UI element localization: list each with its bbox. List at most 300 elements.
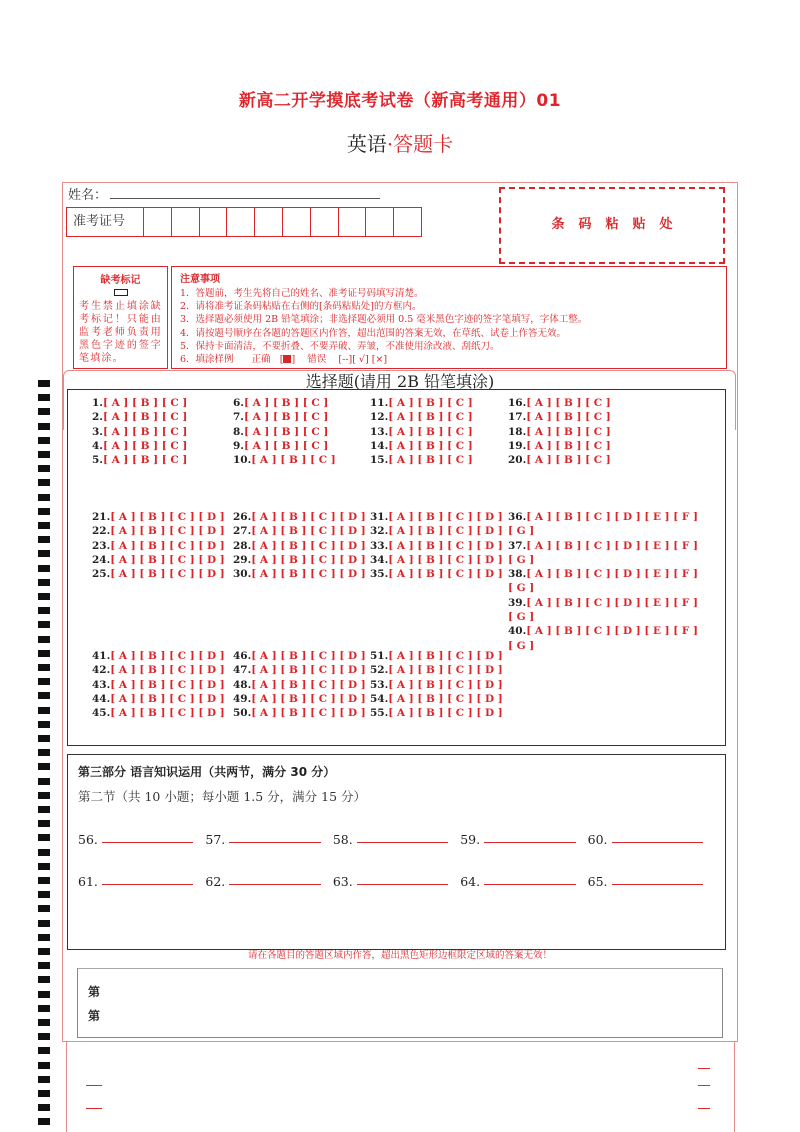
writing-line-mark <box>698 1108 710 1109</box>
timing-mark <box>38 834 50 841</box>
question-number: 17. <box>508 411 527 424</box>
timing-mark <box>38 522 50 529</box>
question-number: 36. <box>508 511 527 523</box>
barcode-area <box>499 187 725 264</box>
answer-options[interactable]: [ A ] [ B ] [ C ] [ D ] [ E ] [ F ] [ G ] <box>508 596 698 624</box>
answer-options[interactable]: [ A ] [ B ] [ C ] [ D ] <box>388 553 503 566</box>
mc-question-row[interactable] <box>92 425 187 439</box>
part3-title: 第三部分 语言知识运用（共两节，满分 30 分） <box>78 765 336 779</box>
mc-question-row[interactable] <box>233 425 336 439</box>
timing-mark <box>38 749 50 756</box>
timing-mark <box>38 508 50 515</box>
question-number: 48. <box>233 678 252 691</box>
exam-title: 新高二开学摸底考试卷（新高考通用）01 <box>238 91 562 111</box>
mc-question-row[interactable] <box>233 439 336 453</box>
mc-column <box>508 510 703 653</box>
mc-question-row[interactable] <box>92 439 187 453</box>
timing-mark <box>38 763 50 770</box>
timing-mark <box>38 778 50 785</box>
name-field[interactable] <box>110 198 380 199</box>
timing-mark <box>38 678 50 685</box>
answer-options[interactable]: [ A ] [ B ] [ C ] [ D ] <box>388 678 503 691</box>
part4-heading: 第 <box>88 985 101 999</box>
mc-question-row[interactable] <box>92 453 187 467</box>
mc-column <box>92 510 225 581</box>
question-number: 50. <box>233 707 252 720</box>
answer-options[interactable]: [ A ] [ B ] [ C ] [ D ] <box>251 511 366 523</box>
mc-question-row[interactable] <box>508 624 703 653</box>
timing-marks-strip <box>38 380 50 1132</box>
question-number: 34. <box>370 553 389 566</box>
question-number: 45. <box>92 707 111 720</box>
timing-mark <box>38 550 50 557</box>
timing-mark <box>38 664 50 671</box>
answer-options[interactable]: [ A ] [ B ] [ C ] <box>526 439 611 452</box>
answer-options[interactable]: [ A ] [ B ] [ C ] [ D ] <box>251 707 366 720</box>
question-number: 33. <box>370 539 389 552</box>
timing-mark <box>38 948 50 955</box>
mc-question-row[interactable] <box>233 396 336 410</box>
timing-mark <box>38 820 50 827</box>
answer-options[interactable]: [ A ] [ B ] [ C ] <box>102 397 188 409</box>
blank-line[interactable] <box>612 842 704 843</box>
timing-mark <box>38 465 50 472</box>
timing-mark <box>38 991 50 998</box>
card-label: ·答题卡 <box>386 132 454 156</box>
mc-question-row[interactable] <box>370 706 503 720</box>
timing-mark <box>38 1062 50 1069</box>
mc-question-row[interactable] <box>370 425 473 439</box>
timing-mark <box>38 792 50 799</box>
mc-question-row[interactable] <box>370 453 473 467</box>
timing-mark <box>38 408 50 415</box>
question-number: 32. <box>370 525 389 538</box>
blank-line[interactable] <box>102 842 194 843</box>
mc-question-row[interactable] <box>508 567 703 596</box>
timing-mark <box>38 621 50 628</box>
blank-row <box>78 867 715 889</box>
timing-mark <box>38 1076 50 1083</box>
note-item: 5．保持卡面清洁，不要折叠、不要弄破、弄皱，不准使用涂改液、刮纸刀。 <box>180 340 500 352</box>
question-number: 15. <box>370 454 389 467</box>
mc-question-row[interactable] <box>508 439 611 453</box>
answer-options[interactable]: [ A ] [ B ] [ C ] <box>243 397 329 409</box>
mc-question-row[interactable] <box>370 663 503 677</box>
blank-item[interactable] <box>78 825 205 847</box>
note-item: 4．请按题号顺序在各题的答题区内作答，超出范围的答案无效，在草纸、试卷上作答无效。 <box>180 327 567 339</box>
timing-mark <box>38 863 50 870</box>
exam-id-field[interactable] <box>66 207 422 237</box>
blank-item[interactable] <box>78 867 205 889</box>
blank-line[interactable] <box>484 884 576 885</box>
blank-number: 57. <box>205 832 226 847</box>
timing-mark <box>38 1090 50 1097</box>
timing-mark <box>38 451 50 458</box>
mc-question-row[interactable] <box>92 510 225 524</box>
fill-sample-label: 6．填涂样例 <box>180 354 234 366</box>
answer-options[interactable]: [ A ] [ B ] [ C ] [ D ] [ E ] [ F ] [ G ] <box>508 568 698 595</box>
timing-mark <box>38 1033 50 1040</box>
mc-question-row[interactable] <box>92 553 225 567</box>
answer-options[interactable]: [ A ] [ B ] [ C ] [ D ] <box>110 707 225 720</box>
mc-column <box>92 649 225 720</box>
answer-options[interactable]: [ A ] [ B ] [ C ] [ D ] <box>110 650 225 662</box>
blank-number: 63. <box>332 874 353 889</box>
blank-line[interactable] <box>102 884 194 885</box>
mc-question-row[interactable] <box>370 410 473 424</box>
note-item: 2．请将准考证条码粘贴在右侧的[条码粘贴处]的方框内。 <box>180 301 422 313</box>
question-number: 53. <box>370 678 389 691</box>
timing-mark <box>38 891 50 898</box>
answer-options[interactable]: [ A ] [ B ] [ C ] [ D ] [ E ] [ F ] [ G ] <box>508 511 698 538</box>
writing-line-mark <box>698 1085 710 1086</box>
timing-mark <box>38 593 50 600</box>
timing-mark <box>38 934 50 941</box>
mc-question-row[interactable] <box>233 539 366 553</box>
writing-line-mark <box>86 1108 102 1109</box>
mc-question-row[interactable] <box>233 553 366 567</box>
answer-options[interactable]: [ A ] [ B ] [ C ] [ D ] <box>110 692 225 705</box>
question-number: 25. <box>92 568 111 581</box>
absent-mark-box <box>73 266 168 369</box>
blank-item[interactable] <box>588 825 715 847</box>
question-number: 46. <box>233 650 252 662</box>
name-label: 姓名： <box>68 188 108 203</box>
mc-question-row[interactable] <box>508 596 703 625</box>
answer-card-title <box>0 128 800 157</box>
question-number: 27. <box>233 525 252 538</box>
mc-column <box>233 649 366 720</box>
blank-line[interactable] <box>357 884 449 885</box>
writing-area-left-edge <box>66 1042 67 1132</box>
mc-question-row[interactable] <box>370 649 503 663</box>
mc-question-row[interactable] <box>508 539 703 568</box>
question-number: 10. <box>233 454 252 467</box>
mc-column <box>370 396 473 467</box>
answer-area-warning: 请在各题目的答题区域内作答，超出黑色矩形边框限定区域的答案无效！ <box>247 950 552 961</box>
question-number: 1. <box>92 397 103 409</box>
blank-item[interactable] <box>205 825 332 847</box>
question-number: 29. <box>233 553 252 566</box>
mc-question-row[interactable] <box>370 553 503 567</box>
answer-options[interactable]: [ A ] [ B ] [ C ] [ D ] <box>110 568 225 581</box>
mc-column <box>92 396 187 467</box>
answer-options[interactable]: [ A ] [ B ] [ C ] [ D ] <box>388 539 503 552</box>
question-number: 16. <box>508 397 527 409</box>
mc-question-row[interactable] <box>508 410 611 424</box>
timing-mark <box>38 536 50 543</box>
mc-question-row[interactable] <box>92 524 225 538</box>
blank-item[interactable] <box>460 825 587 847</box>
mc-column <box>370 649 503 720</box>
blank-item[interactable] <box>588 867 715 889</box>
question-number: 5. <box>92 454 103 467</box>
filled-square-icon <box>283 355 291 363</box>
question-number: 11. <box>370 397 389 409</box>
question-number: 41. <box>92 650 111 662</box>
question-number: 26. <box>233 511 252 523</box>
mc-column <box>508 396 611 467</box>
mc-column <box>233 510 366 581</box>
timing-mark <box>38 920 50 927</box>
timing-mark <box>38 976 50 983</box>
mc-question-row[interactable] <box>370 396 473 410</box>
blank-number: 58. <box>332 832 353 847</box>
mc-question-row[interactable] <box>233 706 366 720</box>
timing-mark <box>38 735 50 742</box>
answer-options[interactable]: [ A ] [ B ] [ C ] [ D ] <box>251 539 366 552</box>
timing-mark <box>38 579 50 586</box>
mc-question-row[interactable] <box>508 453 611 467</box>
question-number: 23. <box>92 539 111 552</box>
writing-area-right-edge <box>734 1042 735 1132</box>
answer-options[interactable]: [ A ] [ B ] [ C ] [ D ] <box>110 553 225 566</box>
mc-question-row[interactable] <box>508 510 703 539</box>
note-item: 1．答题前，考生先将自己的姓名、准考证号码填写清楚。 <box>180 288 424 299</box>
timing-mark <box>38 650 50 657</box>
mc-question-row[interactable] <box>370 439 473 453</box>
answer-options[interactable]: [ A ] [ B ] [ C ] [ D ] <box>251 568 366 581</box>
question-number: 8. <box>233 425 244 438</box>
answer-options[interactable]: [ A ] [ B ] [ C ] <box>526 397 611 409</box>
answer-options[interactable]: [ A ] [ B ] [ C ] <box>388 411 473 424</box>
question-number: 38. <box>508 568 527 581</box>
mc-question-row[interactable] <box>92 396 187 410</box>
mc-question-row[interactable] <box>92 410 187 424</box>
timing-mark <box>38 1118 50 1125</box>
question-number: 13. <box>370 425 389 438</box>
blank-line[interactable] <box>484 842 576 843</box>
question-number: 49. <box>233 692 252 705</box>
question-number: 14. <box>370 439 389 452</box>
question-number: 20. <box>508 454 527 467</box>
timing-mark <box>38 437 50 444</box>
answer-options[interactable]: [ A ] [ B ] [ C ] [ D ] <box>251 553 366 566</box>
blank-row <box>78 825 715 847</box>
timing-mark <box>38 636 50 643</box>
mc-column <box>233 396 336 467</box>
fill-sample: 6．填涂样例 正确 [ ] 错误 [--][ √] [×] <box>180 354 388 366</box>
timing-mark <box>38 607 50 614</box>
blank-number: 61. <box>78 874 98 889</box>
note-item: 3．选择题必须使用 2B 铅笔填涂；非选择题必须用 0.5 毫米黑色字迹的签字笔填写，字体工整。 <box>180 314 588 326</box>
blank-line[interactable] <box>357 842 449 843</box>
question-number: 31. <box>370 511 389 523</box>
timing-mark <box>38 721 50 728</box>
blank-item[interactable] <box>333 867 460 889</box>
blank-number: 62. <box>205 874 226 889</box>
timing-mark <box>38 849 50 856</box>
absent-mark-text: 考生禁止填涂缺考标记！只能由监考老师负责用黑色字迹的签字笔填涂。 <box>79 301 162 364</box>
mc-question-row[interactable] <box>370 510 503 524</box>
part4-subheading: 第 <box>88 1009 101 1023</box>
timing-mark <box>38 394 50 401</box>
question-number: 35. <box>370 568 389 581</box>
timing-mark <box>38 565 50 572</box>
mc-question-row[interactable] <box>508 396 611 410</box>
blank-item[interactable] <box>205 867 332 889</box>
question-number: 55. <box>370 707 389 720</box>
mc-question-row[interactable] <box>233 567 366 581</box>
absent-mark-checkbox[interactable] <box>114 289 128 296</box>
answer-options[interactable]: [ A ] [ B ] [ C ] [ D ] <box>110 678 225 691</box>
subject-label: 英语 <box>346 132 387 156</box>
answer-options[interactable]: [ A ] [ B ] [ C ] <box>526 454 611 467</box>
mc-question-row[interactable] <box>370 539 503 553</box>
timing-mark <box>38 1005 50 1012</box>
mc-question-row[interactable] <box>233 453 336 467</box>
blank-number: 56. <box>78 832 98 847</box>
question-number: 4. <box>92 439 103 452</box>
mc-answer-box <box>67 389 726 746</box>
question-number: 54. <box>370 692 389 705</box>
mc-question-row[interactable] <box>92 539 225 553</box>
timing-mark <box>38 1104 50 1111</box>
answer-options[interactable]: [ A ] [ B ] [ C ] <box>102 439 188 452</box>
mc-question-row[interactable] <box>92 706 225 720</box>
notes-box <box>171 266 727 369</box>
answer-options[interactable]: [ A ] [ B ] [ C ] [ D ] <box>388 511 503 523</box>
answer-options[interactable]: [ A ] [ B ] [ C ] <box>526 425 611 438</box>
question-number: 51. <box>370 650 389 662</box>
question-number: 39. <box>508 596 527 609</box>
answer-options[interactable]: [ A ] [ B ] [ C ] [ D ] <box>388 664 503 677</box>
blank-line[interactable] <box>229 842 321 843</box>
answer-options[interactable]: [ A ] [ B ] [ C ] <box>102 454 188 467</box>
writing-line-mark <box>698 1068 710 1069</box>
mc-question-row[interactable] <box>233 410 336 424</box>
mc-question-row[interactable] <box>92 567 225 581</box>
question-number: 7. <box>233 411 244 424</box>
question-number: 30. <box>233 568 252 581</box>
answer-options[interactable]: [ A ] [ B ] [ C ] [ D ] <box>388 525 503 538</box>
mc-section-title: 选择题(请用 2B 铅笔填涂) <box>305 372 495 391</box>
timing-mark <box>38 423 50 430</box>
timing-mark <box>38 380 50 387</box>
blank-number: 64. <box>460 874 481 889</box>
mc-question-row[interactable] <box>233 649 366 663</box>
answer-options[interactable]: [ A ] [ B ] [ C ] [ D ] <box>251 650 366 662</box>
mc-question-row[interactable] <box>370 692 503 706</box>
answer-options[interactable]: [ A ] [ B ] [ C ] [ D ] <box>110 664 225 677</box>
question-number: 9. <box>233 439 244 452</box>
question-number: 28. <box>233 539 252 552</box>
mc-question-row[interactable] <box>92 678 225 692</box>
blank-item[interactable] <box>333 825 460 847</box>
part4-box <box>77 968 723 1038</box>
question-number: 19. <box>508 439 527 452</box>
answer-options[interactable]: [ A ] [ B ] [ C ] <box>251 454 336 467</box>
timing-mark <box>38 905 50 912</box>
mc-question-row[interactable] <box>92 663 225 677</box>
notes-title: 注意事项 <box>180 274 220 285</box>
blank-number: 59. <box>460 832 481 847</box>
writing-line-mark <box>86 1085 102 1086</box>
question-number: 43. <box>92 678 111 691</box>
question-number: 52. <box>370 664 389 677</box>
mc-question-row[interactable] <box>233 678 366 692</box>
answer-options[interactable]: [ A ] [ B ] [ C ] <box>388 397 473 409</box>
answer-options[interactable]: [ A ] [ B ] [ C ] [ D ] <box>251 525 366 538</box>
answer-options[interactable]: [ A ] [ B ] [ C ] <box>526 411 611 424</box>
timing-mark <box>38 707 50 714</box>
answer-options[interactable]: [ A ] [ B ] [ C ] [ D ] <box>110 525 225 538</box>
mc-question-row[interactable] <box>92 649 225 663</box>
mc-question-row[interactable] <box>233 510 366 524</box>
answer-options[interactable]: [ A ] [ B ] [ C ] <box>388 439 473 452</box>
answer-options[interactable]: [ A ] [ B ] [ C ] <box>102 425 188 438</box>
question-number: 18. <box>508 425 527 438</box>
wrong-marks: [--][ √] [×] <box>338 354 388 366</box>
question-number: 44. <box>92 692 111 705</box>
answer-options[interactable]: [ A ] [ B ] [ C ] <box>388 454 473 467</box>
mc-question-row[interactable] <box>233 663 366 677</box>
timing-mark <box>38 1047 50 1054</box>
answer-options[interactable]: [ A ] [ B ] [ C ] [ D ] <box>388 650 503 662</box>
mc-column <box>370 510 503 581</box>
answer-options[interactable]: [ A ] [ B ] [ C ] <box>243 411 329 424</box>
mc-question-row[interactable] <box>370 567 503 581</box>
question-number: 24. <box>92 553 111 566</box>
question-number: 12. <box>370 411 389 424</box>
answer-options[interactable]: [ A ] [ B ] [ C ] <box>102 411 188 424</box>
blank-number: 65. <box>587 874 608 889</box>
timing-mark <box>38 1019 50 1026</box>
answer-options[interactable]: [ A ] [ B ] [ C ] <box>243 439 329 452</box>
exam-id-label: 准考证号 <box>73 214 126 229</box>
answer-options[interactable]: [ A ] [ B ] [ C ] [ D ] [ E ] [ F ] [ G ] <box>508 539 698 566</box>
mc-question-row[interactable] <box>92 692 225 706</box>
absent-mark-title: 缺考标记 <box>100 275 141 286</box>
timing-mark <box>38 692 50 699</box>
answer-options[interactable]: [ A ] [ B ] [ C ] [ D ] <box>110 539 225 552</box>
timing-mark <box>38 877 50 884</box>
timing-mark <box>38 479 50 486</box>
mc-question-row[interactable] <box>370 524 503 538</box>
answer-options[interactable]: [ A ] [ B ] [ C ] [ D ] <box>251 678 366 691</box>
answer-options[interactable]: [ A ] [ B ] [ C ] [ D ] <box>388 568 503 581</box>
answer-options[interactable]: [ A ] [ B ] [ C ] [ D ] <box>388 707 503 720</box>
blank-line[interactable] <box>612 884 704 885</box>
question-number: 2. <box>92 411 103 424</box>
answer-options[interactable]: [ A ] [ B ] [ C ] <box>243 425 329 438</box>
part3-subtitle: 第二节（共 10 小题；每小题 1.5 分，满分 15 分） <box>78 789 367 804</box>
part3-box <box>67 754 726 950</box>
question-number: 42. <box>92 664 111 677</box>
mc-question-row[interactable] <box>233 692 366 706</box>
mc-question-row[interactable] <box>233 524 366 538</box>
mc-question-row[interactable] <box>370 678 503 692</box>
blank-line[interactable] <box>229 884 321 885</box>
exam-id-cells <box>143 208 421 236</box>
mc-question-row[interactable] <box>508 425 611 439</box>
blank-item[interactable] <box>460 867 587 889</box>
answer-options[interactable]: [ A ] [ B ] [ C ] [ D ] <box>388 692 503 705</box>
question-number: 3. <box>92 425 103 438</box>
answer-options[interactable]: [ A ] [ B ] [ C ] [ D ] <box>251 664 366 677</box>
barcode-label: 条码粘贴处 <box>551 217 687 232</box>
blank-number: 60. <box>587 832 608 847</box>
question-number: 40. <box>508 625 527 638</box>
answer-options[interactable]: [ A ] [ B ] [ C ] [ D ] [ E ] [ F ] [ G ] <box>508 625 698 652</box>
answer-options[interactable]: [ A ] [ B ] [ C ] [ D ] <box>251 692 366 705</box>
question-number: 37. <box>508 539 527 552</box>
wrong-label: 错误 <box>307 354 327 366</box>
answer-options[interactable]: [ A ] [ B ] [ C ] <box>388 425 473 438</box>
answer-options[interactable]: [ A ] [ B ] [ C ] [ D ] <box>110 511 225 523</box>
question-number: 6. <box>233 397 244 409</box>
question-number: 21. <box>92 511 111 523</box>
